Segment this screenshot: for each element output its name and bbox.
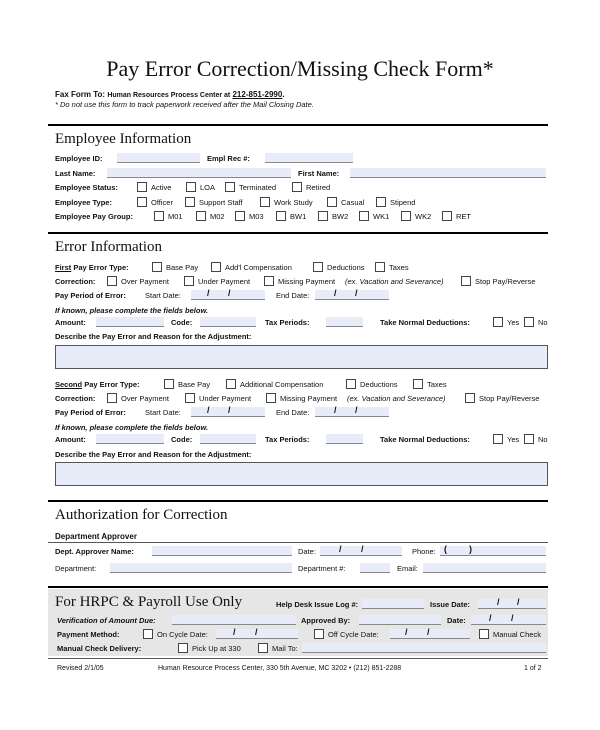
stop-pay-checkbox[interactable] — [461, 276, 471, 286]
tax-periods-field[interactable] — [326, 434, 363, 444]
manual-delivery-label: Manual Check Delivery: — [57, 644, 142, 653]
section-divider — [48, 124, 548, 126]
pay-period-label: Pay Period of Error: — [55, 408, 126, 417]
employee-status-label: Employee Status: — [55, 183, 118, 192]
error-type-option: Base Pay — [178, 380, 211, 389]
last-name-label: Last Name: — [55, 169, 96, 178]
auth-date-label: Date: — [298, 547, 316, 556]
footer-address: Human Resource Process Center, 330 5th Avenue, MC 3202 • (212) 851-2288 — [158, 665, 402, 672]
status-terminated-checkbox[interactable] — [225, 182, 235, 192]
status-retired-checkbox[interactable] — [292, 182, 302, 192]
error-type-checkbox[interactable] — [211, 262, 221, 272]
error-type-checkbox[interactable] — [152, 262, 162, 272]
amount-label: Amount: — [55, 318, 86, 327]
page-number: 1 of 2 — [524, 665, 542, 672]
amount-field[interactable] — [96, 434, 164, 444]
error-type-checkbox[interactable] — [226, 379, 236, 389]
pay-group-label: Employee Pay Group: — [55, 212, 133, 221]
off-cycle-label: Off Cycle Date: — [328, 630, 379, 639]
over-payment-checkbox[interactable] — [107, 393, 117, 403]
second-pay-error-type-label — [55, 380, 140, 389]
approved-by-label: Approved By: — [301, 616, 351, 625]
email-label: Email: — [397, 564, 418, 573]
date-slash: / — [355, 405, 358, 415]
date-slash: / — [228, 288, 231, 298]
yes-checkbox[interactable] — [493, 434, 503, 444]
first-name-field[interactable] — [350, 168, 546, 178]
type-officer-checkbox[interactable] — [137, 197, 147, 207]
dept-number-field[interactable] — [360, 563, 390, 573]
phone-label: Phone: — [412, 547, 436, 556]
mail-to-label: Mail To: — [272, 644, 298, 653]
status-option: LOA — [200, 183, 216, 192]
group-checkbox[interactable] — [154, 211, 164, 221]
hrpc-date-field[interactable] — [471, 615, 546, 625]
department-label: Department: — [55, 564, 97, 573]
if-known-note: If known, please complete the fields below. — [55, 306, 209, 315]
footer-divider — [48, 658, 548, 659]
date-slash: / — [207, 405, 210, 415]
employee-id-label: Employee ID: — [55, 154, 103, 163]
no-label: No — [538, 318, 548, 327]
approver-name-label — [55, 547, 134, 556]
describe-textarea[interactable] — [55, 345, 548, 369]
missing-note: (ex. Vacation and Severance) — [347, 394, 446, 403]
phone-paren-close: ) — [469, 544, 472, 554]
pay-error-type-text: Pay Error Type: — [84, 380, 140, 389]
no-label: No — [538, 435, 548, 444]
type-casual-checkbox[interactable] — [327, 197, 337, 207]
yes-label: Yes — [507, 435, 520, 444]
manual-check-label: Manual Check — [493, 630, 541, 639]
date-slash: / — [427, 627, 430, 637]
date-slash: / — [489, 613, 492, 623]
pickup-checkbox[interactable] — [178, 643, 188, 653]
under-payment-checkbox[interactable] — [185, 393, 195, 403]
dept-approver-heading: Department Approver — [55, 532, 137, 541]
stop-pay-label: Stop Pay/Reverse — [479, 394, 540, 403]
date-slash: / — [339, 544, 342, 554]
payment-method-label: Payment Method: — [57, 630, 120, 639]
code-field[interactable] — [200, 434, 256, 444]
type-option: Officer — [151, 198, 173, 207]
section-divider — [48, 586, 548, 588]
group-option: M01 — [168, 212, 183, 221]
code-label: Code: — [171, 318, 193, 327]
error-type-checkbox[interactable] — [164, 379, 174, 389]
department-field[interactable] — [110, 563, 292, 573]
yes-label: Yes — [507, 318, 520, 327]
type-option: Casual — [341, 198, 365, 207]
employee-id-field[interactable] — [117, 153, 200, 163]
empl-rec-label: Empl Rec #: — [207, 154, 250, 163]
date-slash: / — [255, 627, 258, 637]
fax-label: Fax Form To: — [55, 90, 106, 99]
date-slash: / — [207, 288, 210, 298]
end-date-field[interactable] — [315, 290, 389, 300]
date-slash: / — [355, 288, 358, 298]
correction-option: Under Payment — [199, 394, 252, 403]
status-option: Active — [151, 183, 172, 192]
status-active-checkbox[interactable] — [137, 182, 147, 192]
error-type-option: Taxes — [427, 380, 447, 389]
second-word: Second — [55, 380, 83, 389]
correction-label: Correction: — [55, 394, 96, 403]
group-option: BW2 — [332, 212, 349, 221]
on-cycle-checkbox[interactable] — [143, 629, 153, 639]
fax-phone: 212-851-2990 — [232, 90, 283, 99]
start-date-label: Start Date: — [145, 408, 181, 417]
approver-name-text: Dept. Approver Name: — [55, 547, 134, 556]
group-checkbox[interactable] — [276, 211, 286, 221]
type-stipend-checkbox[interactable] — [376, 197, 386, 207]
mail-to-field[interactable] — [302, 643, 546, 653]
correction-label: Correction: — [55, 277, 96, 286]
date-slash: / — [334, 405, 337, 415]
group-checkbox[interactable] — [442, 211, 452, 221]
approver-name-field[interactable] — [152, 546, 292, 556]
missing-payment-checkbox[interactable] — [266, 393, 276, 403]
mail-to-checkbox[interactable] — [258, 643, 268, 653]
help-desk-field[interactable] — [362, 599, 424, 609]
revised-date: Revised 2/1/05 — [57, 665, 104, 672]
hrpc-heading: For HRPC & Payroll Use Only — [55, 594, 243, 610]
group-option: BW1 — [290, 212, 307, 221]
missing-payment-checkbox[interactable] — [264, 276, 274, 286]
tax-periods-label: Tax Periods: — [265, 435, 310, 444]
auth-heading: Authorization for Correction — [55, 507, 228, 523]
amount-label: Amount: — [55, 435, 86, 444]
tax-periods-label: Tax Periods: — [265, 318, 310, 327]
type-option: Work Study — [274, 198, 313, 207]
over-payment-checkbox[interactable] — [107, 276, 117, 286]
form-note: * Do not use this form to track paperwork received after the Mail Closing Date. — [55, 100, 314, 109]
yes-checkbox[interactable] — [493, 317, 503, 327]
date-slash: / — [497, 597, 500, 607]
error-type-option: Deductions — [360, 380, 398, 389]
group-option: M02 — [210, 212, 225, 221]
correction-option: Missing Payment — [278, 277, 336, 286]
first-pay-error-type-label — [55, 263, 129, 272]
describe-textarea[interactable] — [55, 462, 548, 486]
off-cycle-date-field[interactable] — [390, 629, 470, 639]
group-option: WK1 — [373, 212, 390, 221]
status-option: Retired — [306, 183, 331, 192]
stop-pay-label: Stop Pay/Reverse — [475, 277, 536, 286]
group-checkbox[interactable] — [318, 211, 328, 221]
pay-error-type-text: Pay Error Type: — [73, 263, 129, 272]
section-divider — [48, 500, 548, 502]
missing-note: (ex. Vacation and Severance) — [345, 277, 444, 286]
hrpc-date-label: Date: — [447, 616, 466, 625]
pay-period-label: Pay Period of Error: — [55, 291, 126, 300]
tax-periods-field[interactable] — [326, 317, 363, 327]
end-date-field[interactable] — [315, 407, 389, 417]
fax-instruction — [55, 90, 285, 99]
correction-option: Missing Payment — [280, 394, 338, 403]
on-cycle-label: On Cycle Date: — [157, 630, 208, 639]
fax-period: . — [282, 90, 285, 99]
verification-label: Verification of Amount Due: — [57, 616, 156, 625]
code-label: Code: — [171, 435, 193, 444]
start-date-label: Start Date: — [145, 291, 181, 300]
error-type-option: Deductions — [327, 263, 365, 272]
empl-rec-field[interactable] — [265, 153, 353, 163]
normal-deductions-label: Take Normal Deductions: — [380, 318, 470, 327]
group-checkbox[interactable] — [401, 211, 411, 221]
page-title: Pay Error Correction/Missing Check Form* — [106, 56, 494, 81]
group-option: RET — [456, 212, 471, 221]
normal-deductions-label: Take Normal Deductions: — [380, 435, 470, 444]
describe-label: Describe the Pay Error and Reason for the Adjustment: — [55, 450, 252, 459]
manual-check-checkbox[interactable] — [479, 629, 489, 639]
phone-field[interactable] — [440, 546, 546, 556]
type-option: Support Staff — [199, 198, 243, 207]
date-slash: / — [517, 597, 520, 607]
type-option: Stipend — [390, 198, 416, 207]
email-field[interactable] — [423, 563, 546, 573]
off-cycle-checkbox[interactable] — [314, 629, 324, 639]
group-checkbox[interactable] — [235, 211, 245, 221]
error-type-option: Taxes — [389, 263, 409, 272]
error-type-option: Base Pay — [166, 263, 199, 272]
dept-number-label: Department #: — [298, 564, 346, 573]
if-known-note: If known, please complete the fields below. — [55, 423, 209, 432]
last-name-field[interactable] — [107, 168, 291, 178]
group-option: WK2 — [415, 212, 432, 221]
verification-field[interactable] — [172, 615, 296, 625]
code-field[interactable] — [200, 317, 256, 327]
employee-type-label: Employee Type: — [55, 198, 112, 207]
employee-heading: Employee Information — [55, 131, 192, 147]
stop-pay-checkbox[interactable] — [465, 393, 475, 403]
date-slash: / — [361, 544, 364, 554]
subsection-divider — [48, 542, 548, 543]
no-checkbox[interactable] — [524, 317, 534, 327]
error-type-checkbox[interactable] — [413, 379, 423, 389]
group-checkbox[interactable] — [359, 211, 369, 221]
approved-by-field[interactable] — [359, 615, 441, 625]
section-divider — [48, 232, 548, 234]
date-slash: / — [405, 627, 408, 637]
error-type-option: Add'l Compensation — [225, 263, 292, 272]
help-desk-label: Help Desk Issue Log #: — [276, 600, 359, 609]
issue-date-label: Issue Date: — [430, 600, 471, 609]
end-date-label: End Date: — [276, 408, 310, 417]
date-slash: / — [334, 288, 337, 298]
fax-center: Human Resources Process Center at — [107, 92, 231, 99]
group-checkbox[interactable] — [196, 211, 206, 221]
status-option: Terminated — [239, 183, 277, 192]
pickup-label: Pick Up at 330 — [192, 644, 241, 653]
amount-field[interactable] — [96, 317, 164, 327]
no-checkbox[interactable] — [524, 434, 534, 444]
issue-date-field[interactable] — [478, 599, 546, 609]
describe-label: Describe the Pay Error and Reason for the Adjustment: — [55, 332, 252, 341]
status-loa-checkbox[interactable] — [186, 182, 196, 192]
phone-paren-open: ( — [444, 544, 447, 554]
error-type-checkbox[interactable] — [313, 262, 323, 272]
end-date-label: End Date: — [276, 291, 310, 300]
error-type-checkbox[interactable] — [346, 379, 356, 389]
first-word: First — [55, 263, 72, 272]
correction-option: Over Payment — [121, 394, 169, 403]
type-support-checkbox[interactable] — [185, 197, 195, 207]
first-name-label: First Name: — [298, 169, 340, 178]
correction-option: Under Payment — [198, 277, 251, 286]
error-heading: Error Information — [55, 239, 163, 255]
group-option: M03 — [249, 212, 264, 221]
correction-option: Over Payment — [121, 277, 169, 286]
date-slash: / — [228, 405, 231, 415]
date-slash: / — [511, 613, 514, 623]
type-workstudy-checkbox[interactable] — [260, 197, 270, 207]
date-slash: / — [233, 627, 236, 637]
error-type-option: Additional Compensation — [240, 380, 324, 389]
under-payment-checkbox[interactable] — [184, 276, 194, 286]
error-type-checkbox[interactable] — [375, 262, 385, 272]
